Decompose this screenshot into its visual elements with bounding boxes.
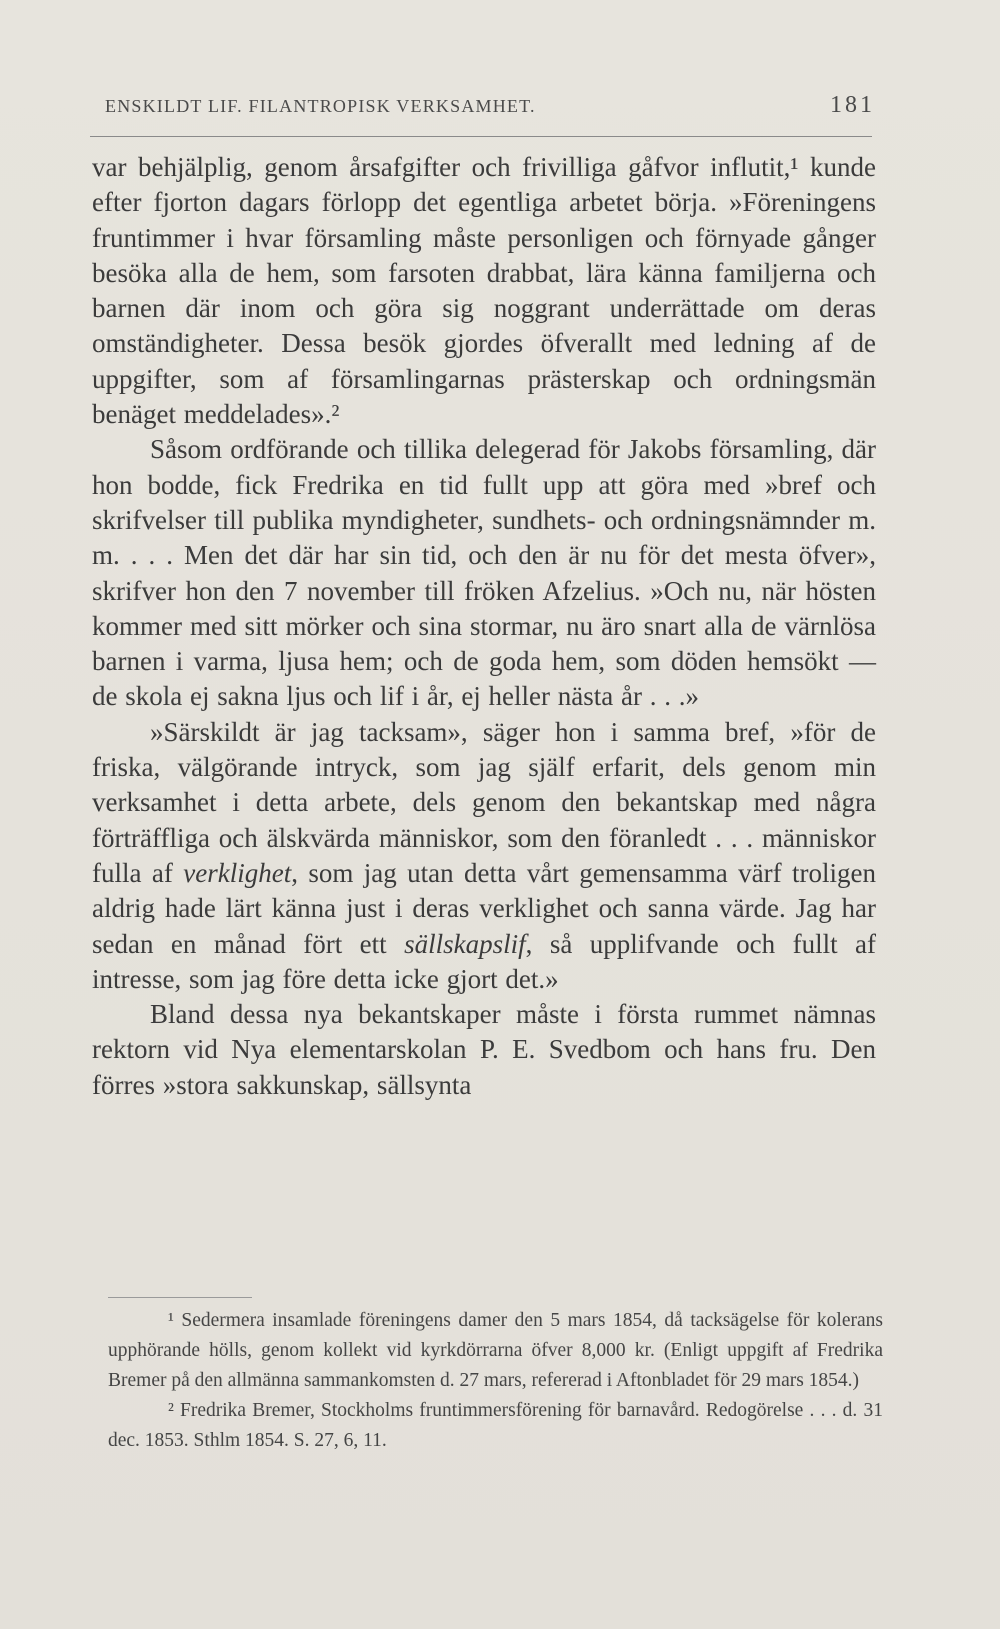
header-rule [90, 136, 872, 137]
footnote-1: ¹ Sedermera insamlade föreningens damer den 5 mars 1854, då tacksägelse för kolerans upphörande hölls, genom kollekt vid kyrkdörrarna öfver 8,000 kr. (Enligt uppgift af Fredrika Bremer på den allmänna sammankomsten d. 27 mars, refererad i Aftonbladet för 29 mars 1854.) [108, 1310, 883, 1391]
footnotes [108, 1306, 883, 1456]
emphasis-verklighet: verklighet [183, 857, 292, 888]
paragraph-3-part-a: »Särskildt är jag tacksam», säger hon i samma bref, »för de friska, välgörande intryck, som jag själf erfarit, dels genom min verksamhet i detta arbete, dels genom den bekantskap med några förträffliga och älskvärda människor, som den föranledt . . . människor fulla af [92, 716, 876, 888]
footnote-2: ² Fredrika Bremer, Stockholms fruntimmersförening för barnavård. Redogörelse . . . d. 31 dec. 1853. Sthlm 1854. S. 27, 6, 11. [108, 1400, 883, 1451]
paragraph-3-part-c: , så upplifvande och fullt af intresse, som jag före detta icke gjort det.» [92, 928, 876, 994]
paragraph-3 [92, 715, 876, 997]
running-head-title: ENSKILDT LIF. FILANTROPISK VERKSAMHET. [105, 96, 536, 116]
body-text [92, 150, 876, 1103]
paragraph-2: Såsom ordförande och tillika delegerad för Jakobs församling, där hon bodde, fick Fredrika en tid fullt upp att göra med »bref och skrifvelser till publika myndigheter, sundhets- och ordningsnämnder m. m. . . . Men det där har sin tid, och den är nu för det mesta öfver», skrifver hon den 7 november till fröken Afzelius. »Och nu, när hösten kommer med sitt mörker och sina stormar, nu äro snart alla de värnlösa barnen i varma, ljusa hem; och de goda hem, som döden hemsökt — de skola ej sakna ljus och lif i år, ej heller nästa år . . .» [92, 434, 876, 712]
page-number: 181 [830, 92, 875, 118]
running-head [105, 92, 875, 119]
paragraph-4: Bland dessa nya bekantskaper måste i första rummet nämnas rektorn vid Nya elementarskolan P. E. Svedbom och hans fru. Den förres »stora sakkunskap, sällsynta [92, 999, 876, 1100]
emphasis-sallskapslif: sällskapslif [404, 928, 526, 959]
footnote-rule [108, 1297, 252, 1298]
paragraph-1: var behjälplig, genom årsafgifter och frivilliga gåfvor influtit,¹ kunde efter fjorton dagars förlopp det egentliga arbetet börja. »Föreningens fruntimmer i hvar församling måste personligen och förnyade gånger besöka alla de hem, som farsoten drabbat, lära känna familjerna och barnen där inom och göra sig noggrant underrättade om deras omständigheter. Dessa besök gjordes öfverallt med ledning af de uppgifter, som af församlingarnas prästerskap och ordningsmän benäget meddelades».² [92, 152, 876, 430]
paragraph-3-part-b: , som jag utan detta vårt gemensamma värf troligen aldrig hade lärt känna just i deras verklighet och sanna värde. Jag har sedan en månad fört ett [92, 857, 877, 959]
